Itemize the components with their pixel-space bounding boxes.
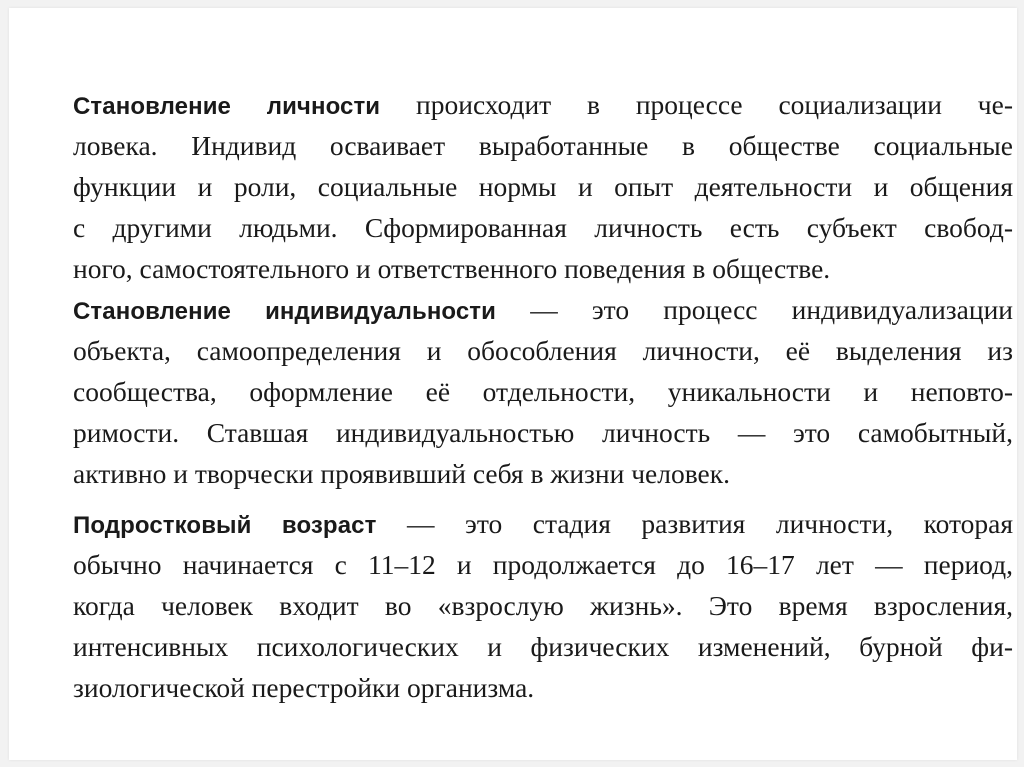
text-span: — это процесс индивидуализации <box>496 294 1014 325</box>
text-line: с другими людьми. Сформированная личность есть субъект свобод- <box>73 212 1013 243</box>
text-line <box>73 84 1013 125</box>
paragraph-adolescence <box>73 503 1013 708</box>
text-line: объекта, самоопределения и обособления личности, её выделения из <box>73 335 1013 366</box>
paragraph-individuality-formation <box>73 289 1013 494</box>
text-line: интенсивных психологических и физических изменений, бурной фи- <box>73 631 1013 662</box>
term-personality-formation: Становление личности <box>73 93 381 120</box>
text-line: когда человек входит во «взрослую жизнь». Это время взросления, <box>73 590 1013 621</box>
text-line: функции и роли, социальные нормы и опыт деятельности и общения <box>73 171 1013 202</box>
text-line <box>73 503 1013 544</box>
text-line: римости. Ставшая индивидуальностью личность — это самобытный, <box>73 417 1013 448</box>
paragraph-personality-formation <box>73 84 1013 289</box>
term-adolescence: Подростковый возраст <box>73 512 377 539</box>
paragraph-spacer <box>73 494 1013 503</box>
text-line: сообщества, оформление её отдельности, уникальности и неповто- <box>73 376 1013 407</box>
text-span: происходит в процессе социализации че- <box>380 89 1013 120</box>
document-text <box>73 84 1013 708</box>
document-page <box>9 8 1017 760</box>
text-line: обычно начинается с 11–12 и продолжается до 16–17 лет — период, <box>73 549 1013 580</box>
text-line <box>73 289 1013 330</box>
text-line: зиологической перестройки организма. <box>73 672 535 703</box>
text-line: ного, самостоятельного и ответственного поведения в обществе. <box>73 253 831 284</box>
text-line: активно и творчески проявивший себя в жизни человек. <box>73 458 730 489</box>
term-individuality-formation: Становление индивидуальности <box>73 298 497 325</box>
text-span: — это стадия развития личности, которая <box>376 508 1014 539</box>
text-line: ловека. Индивид осваивает выработанные в обществе социальные <box>73 130 1013 161</box>
